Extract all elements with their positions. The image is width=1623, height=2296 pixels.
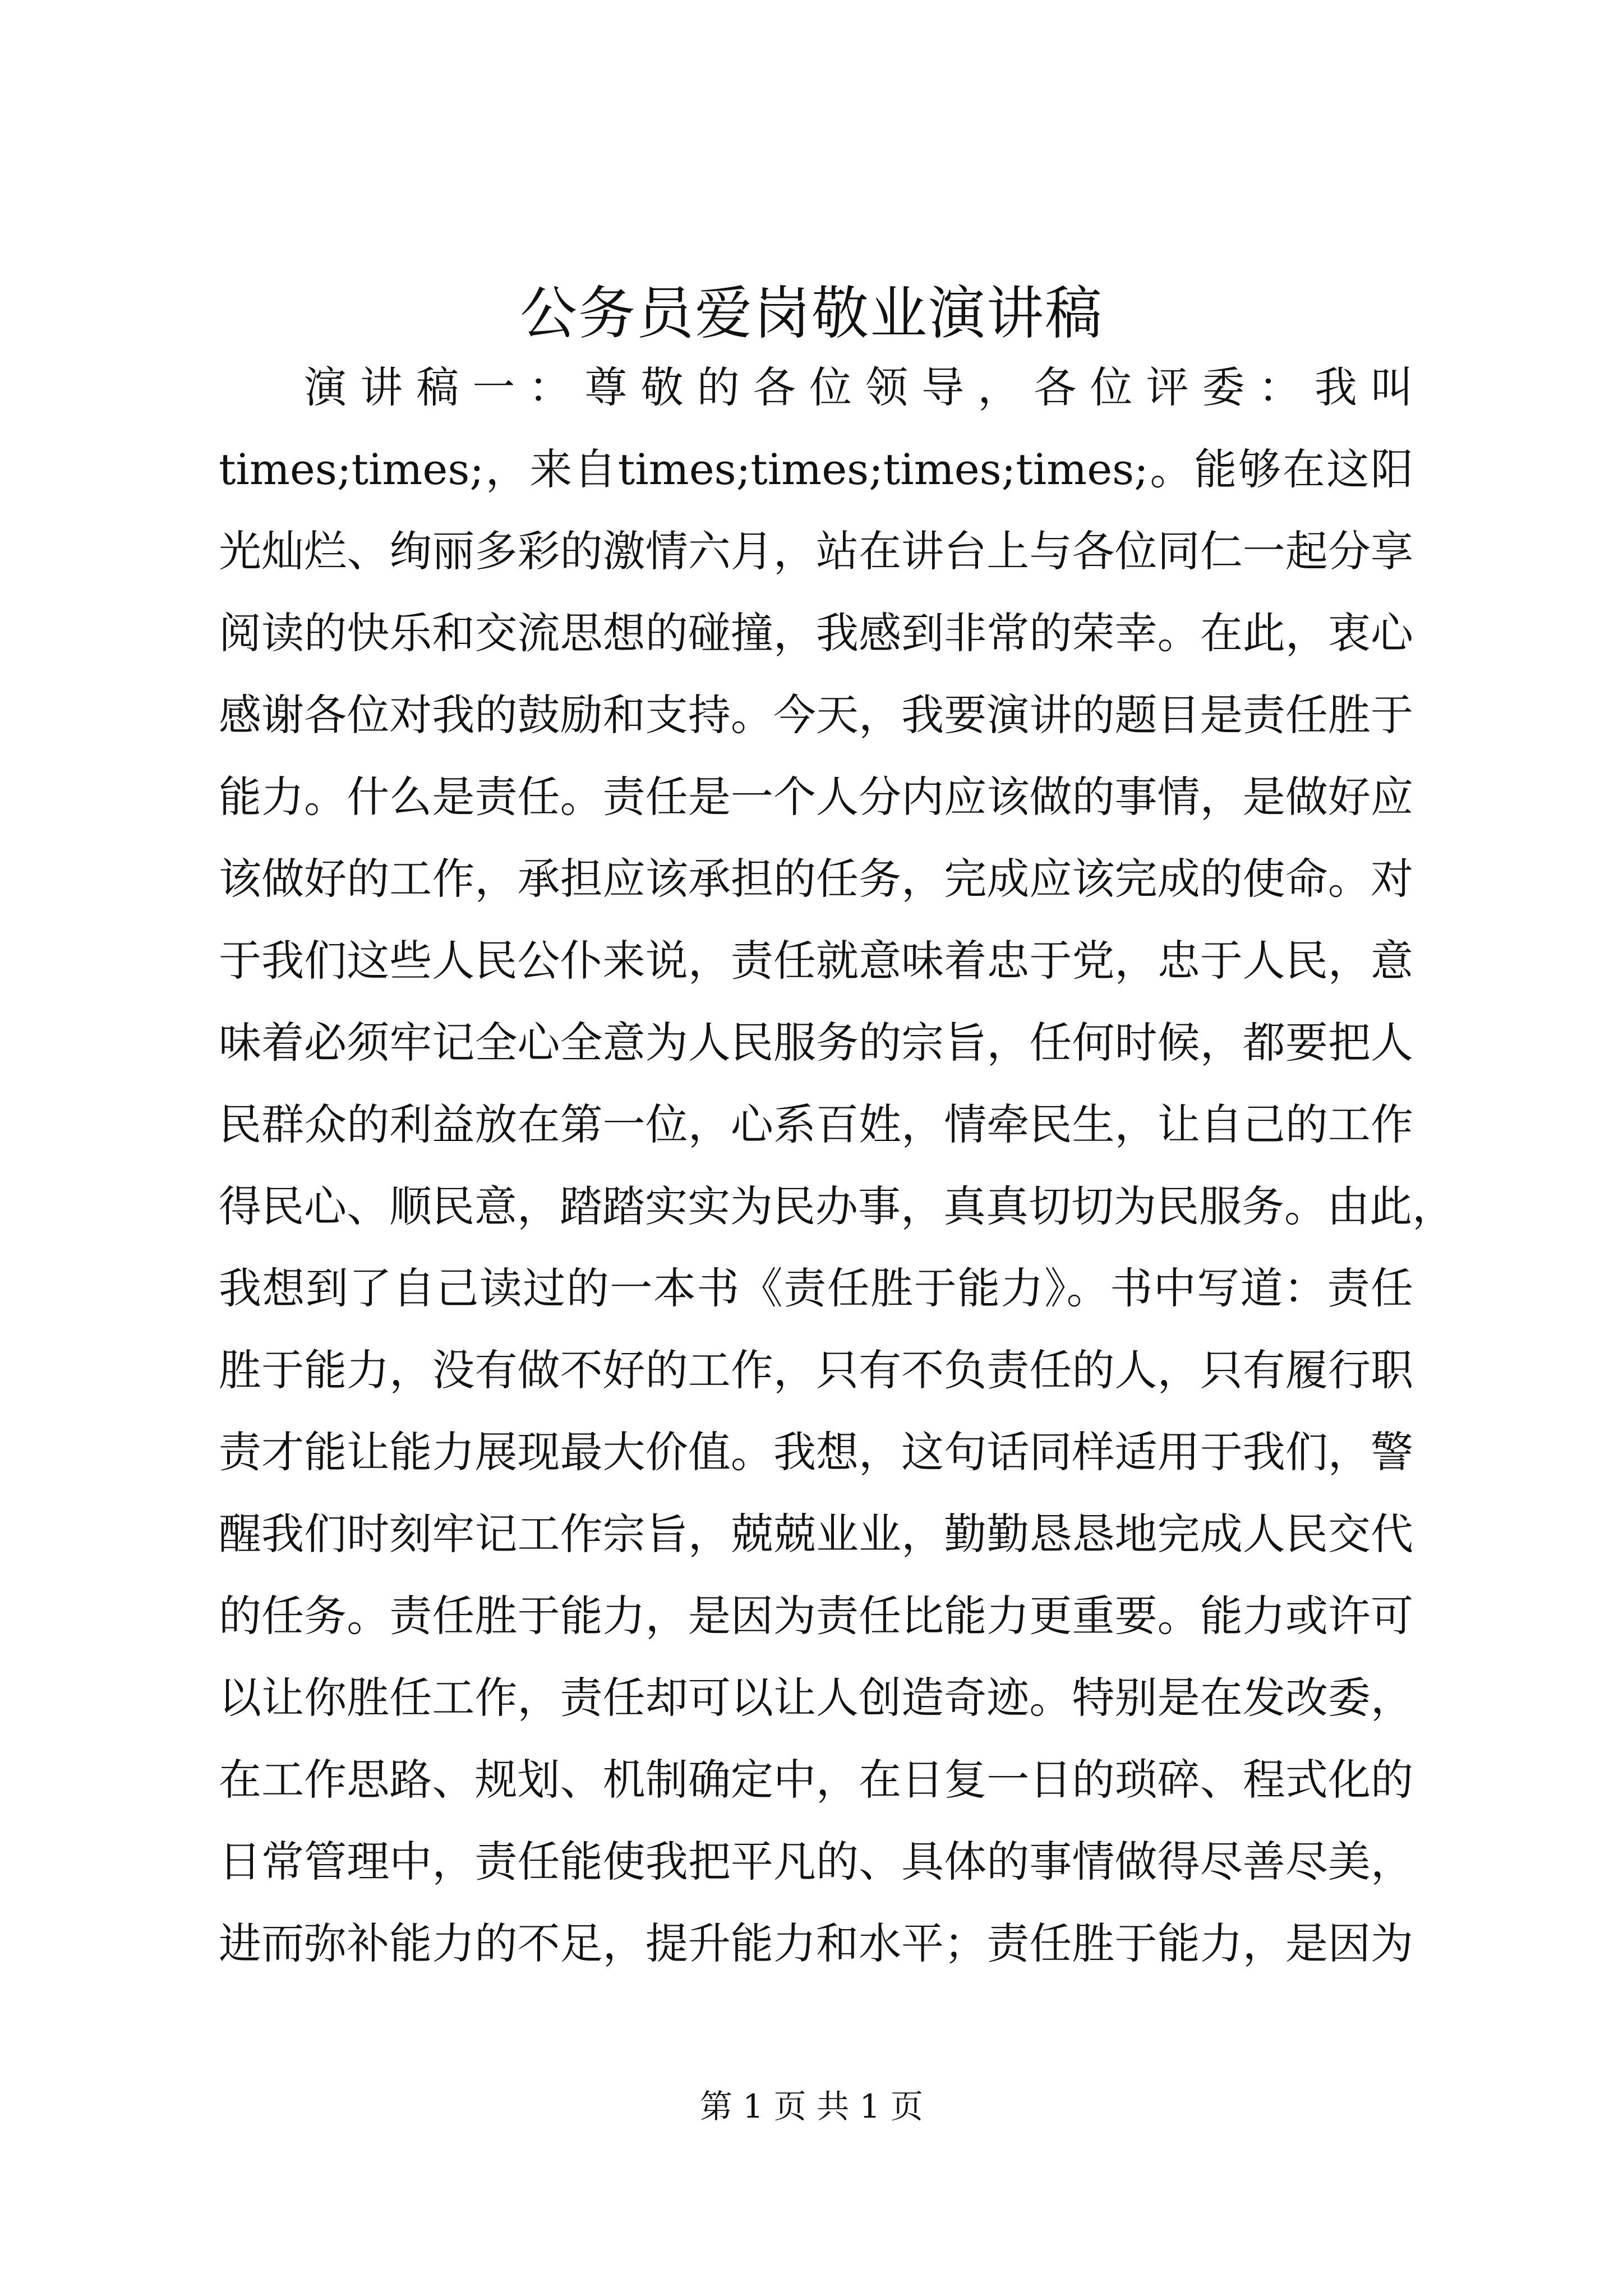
body-line-8: 于我们这些人民公仆来说，责任就意味着忠于党，忠于人民，意 (219, 936, 1413, 986)
body-line-15: 醒我们时刻牢记工作宗旨，兢兢业业，勤勤恳恳地完成人民交代 (219, 1509, 1413, 1559)
body-line-10: 民群众的利益放在第一位，心系百姓，情牵民生，让自己的工作 (219, 1099, 1413, 1149)
body-line-4: 阅读的快乐和交流思想的碰撞，我感到非常的荣幸。在此，衷心 (219, 608, 1413, 658)
body-line-2: times;times;，来自times;times;times;times;。能够在这阳 (219, 444, 1413, 494)
body-line-19: 日常管理中，责任能使我把平凡的、具体的事情做得尽善尽美， (219, 1837, 1413, 1887)
document-body (219, 347, 1455, 1985)
body-line-1: 演讲稿一：尊敬的各位领导，各位评委：我叫 (304, 362, 1413, 412)
body-line-9: 味着必须牢记全心全意为人民服务的宗旨，任何时候，都要把人 (219, 1018, 1413, 1068)
page-footer: 第 1 页 共 1 页 (700, 2087, 923, 2125)
body-line-20: 进而弥补能力的不足，提升能力和水平；责任胜于能力，是因为 (219, 1918, 1413, 1968)
body-line-7: 该做好的工作，承担应该承担的任务，完成应该完成的使命。对 (219, 854, 1413, 904)
body-line-17: 以让你胜任工作，责任却可以让人创造奇迹。特别是在发改委， (219, 1673, 1413, 1723)
body-line-11: 得民心、顺民意，踏踏实实为民办事，真真切切为民服务。由此， (219, 1181, 1455, 1231)
body-line-18: 在工作思路、规划、机制确定中，在日复一日的琐碎、程式化的 (219, 1755, 1413, 1805)
body-line-5: 感谢各位对我的鼓励和支持。今天，我要演讲的题目是责任胜于 (219, 690, 1413, 740)
body-line-6: 能力。什么是责任。责任是一个人分内应该做的事情，是做好应 (219, 772, 1413, 822)
document-title: 公务员爱岗敬业演讲稿 (520, 280, 1103, 347)
body-line-16: 的任务。责任胜于能力，是因为责任比能力更重要。能力或许可 (219, 1591, 1413, 1641)
body-line-12: 我想到了自己读过的一本书《责任胜于能力》。书中写道：责任 (219, 1263, 1413, 1313)
body-line-3: 光灿烂、绚丽多彩的激情六月，站在讲台上与各位同仁一起分享 (219, 526, 1413, 576)
body-line-13: 胜于能力，没有做不好的工作，只有不负责任的人，只有履行职 (219, 1345, 1413, 1395)
body-line-14: 责才能让能力展现最大价值。我想，这句话同样适用于我们，警 (219, 1427, 1413, 1477)
